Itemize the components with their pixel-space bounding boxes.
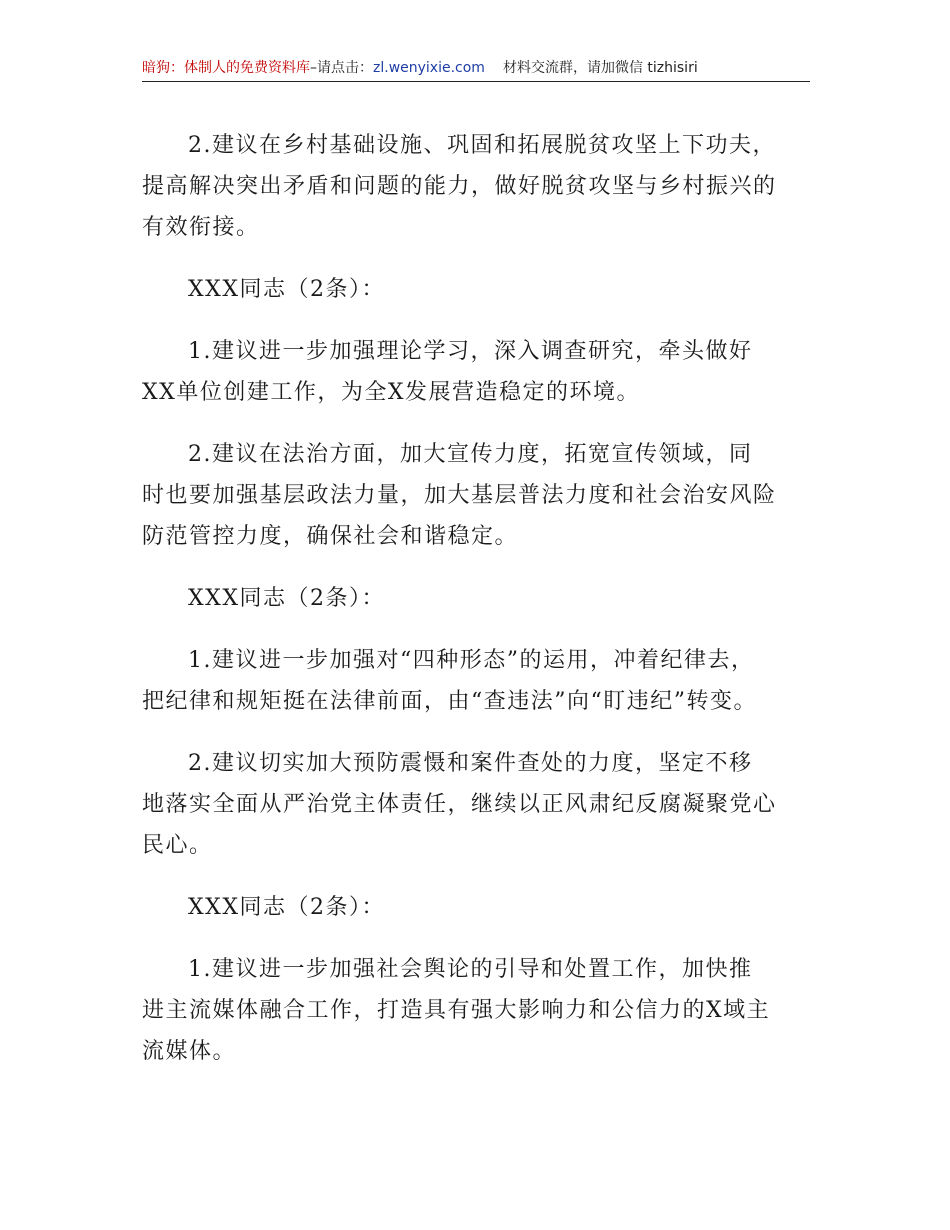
paragraph [142, 125, 814, 248]
paragraph-line: 时也要加强基层政法力量，加大基层普法力度和社会治安风险 [142, 483, 777, 508]
header-click-prompt: –请点击： [310, 60, 373, 76]
paragraph-line: 防范管控力度，确保社会和谐稳定。 [142, 524, 519, 549]
paragraph-line: 1.建议进一步加强理论学习，深入调查研究，牵头做好 [188, 339, 753, 364]
paragraph [142, 949, 814, 1072]
paragraph-line: XX单位创建工作，为全X发展营造稳定的环境。 [142, 380, 640, 405]
header-site-name: 暗狗：体制人的免费资料库 [142, 60, 310, 76]
paragraph-line: 2.建议切实加大预防震慑和案件查处的力度，坚定不移 [188, 751, 753, 776]
paragraph [142, 434, 814, 557]
paragraph-line: 把纪律和规矩挺在法律前面，由“查违法”向“盯违纪”转变。 [142, 689, 757, 714]
paragraph-line: 民心。 [142, 833, 213, 858]
paragraph-line: 1.建议进一步加强对“四种形态”的运用，冲着纪律去， [188, 648, 755, 673]
page-header [142, 57, 810, 82]
paragraph-line: 流媒体。 [142, 1039, 237, 1064]
paragraph-line: 地落实全面从严治党主体责任，继续以正风肃纪反腐凝聚党心 [142, 792, 777, 817]
header-group-info: 材料交流群，请加微信 tizhisiri [502, 60, 698, 76]
section-heading: XXX同志（2条）： [188, 586, 385, 611]
paragraph [142, 640, 814, 722]
paragraph-line: 提高解决突出矛盾和问题的能力，做好脱贫攻坚与乡村振兴的 [142, 174, 777, 199]
paragraph [142, 743, 814, 866]
paragraph [142, 331, 814, 413]
section-heading: XXX同志（2条）： [188, 895, 385, 920]
header-url-link[interactable]: zl.wenyixie.com [373, 60, 485, 76]
paragraph-line: 有效衔接。 [142, 215, 260, 240]
paragraph-line: 2.建议在法治方面，加大宣传力度，拓宽宣传领域，同 [188, 442, 753, 467]
paragraph-line: 进主流媒体融合工作，打造具有强大影响力和公信力的X域主 [142, 998, 771, 1023]
paragraph-line: 1.建议进一步加强社会舆论的引导和处置工作，加快推 [188, 957, 753, 982]
paragraph-line: 2.建议在乡村基础设施、巩固和拓展脱贫攻坚上下功夫， [188, 133, 776, 158]
section-heading: XXX同志（2条）： [188, 277, 385, 302]
document-body [142, 125, 814, 1093]
